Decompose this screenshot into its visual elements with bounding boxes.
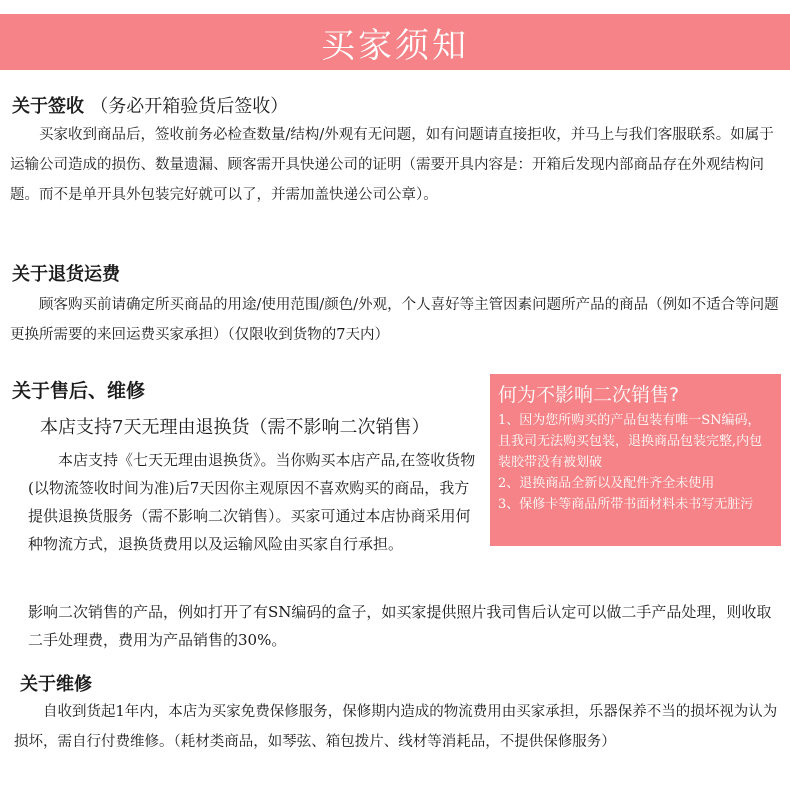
tip-title: 何为不影响二次销售? bbox=[498, 384, 680, 406]
page-title: 买家须知 bbox=[321, 25, 469, 66]
section-heading-returns: 关于退货运费 bbox=[12, 264, 120, 285]
resale-tip-box bbox=[490, 374, 781, 546]
sign-heading-text: 关于签收 bbox=[12, 96, 84, 117]
returns-paragraph: 顾客购买前请确定所买商品的用途/使用范围/颜色/外观，个人喜好等主管因素问题所产品的商品（例如不适合等问题更换所需要的来回运费买家承担）（仅限收到货物的7天内） bbox=[10, 297, 779, 343]
sign-paragraph: 买家收到商品后，签收前务必检查数量/结构/外观有无问题，如有问题请直接拒收，并马上与我们客服联系。如属于运输公司造成的损伤、数量遗漏、顾客需开具快递公司的证明（需要开具内容是：开箱后发现内部商品存在外观结构问题。而不是单开具外包装完好就可以了，并需加盖快递公司公章）。 bbox=[10, 127, 774, 203]
aftersales-secondhand-paragraph: 影响二次销售的产品，例如打开了有SN编码的盒子，如买家提供照片我司售后认定可以做二手产品处理，则收取二手处理费，费用为产品销售的30%。 bbox=[28, 603, 772, 649]
sign-heading-note: （务必开箱验货后签收） bbox=[90, 96, 289, 117]
tip-item-2: 2、退换商品全新以及配件齐全未使用 bbox=[498, 476, 715, 491]
aftersales-subheading: 本店支持7天无理由退换货（需不影响二次销售） bbox=[40, 417, 430, 438]
tip-item-3: 3、保修卡等商品所带书面材料未书写无脏污 bbox=[498, 497, 754, 512]
aftersales-paragraph: 本店支持《七天无理由退换货》。当你购买本店产品,在签收货物(以物流签收时间为准)后7天因你主观原因不喜欢购买的商品，我方提供退换货服务（需不影响二次销售）。买家可通过本店协商采用何种物流方式，退换货费用以及运输风险由买家自行承担。 bbox=[28, 451, 476, 553]
title-banner bbox=[0, 14, 790, 70]
section-heading-sign bbox=[12, 92, 288, 118]
repair-paragraph: 自收到货起1年内，本店为买家免费保修服务，保修期内造成的物流费用由买家承担，乐器保养不当的损坏视为认为损坏，需自行付费维修。（耗材类商品，如琴弦、箱包拨片、线材等消耗品，不提供保修服务） bbox=[14, 704, 778, 750]
tip-item-1: 1、因为您所购买的产品包装有唯一SN编码，且我司无法购买包装，退换商品包装完整,内包装胶带没有被划破 bbox=[498, 413, 763, 470]
section-heading-repair: 关于维修 bbox=[20, 674, 92, 695]
section-heading-aftersales: 关于售后、维修 bbox=[12, 380, 146, 402]
